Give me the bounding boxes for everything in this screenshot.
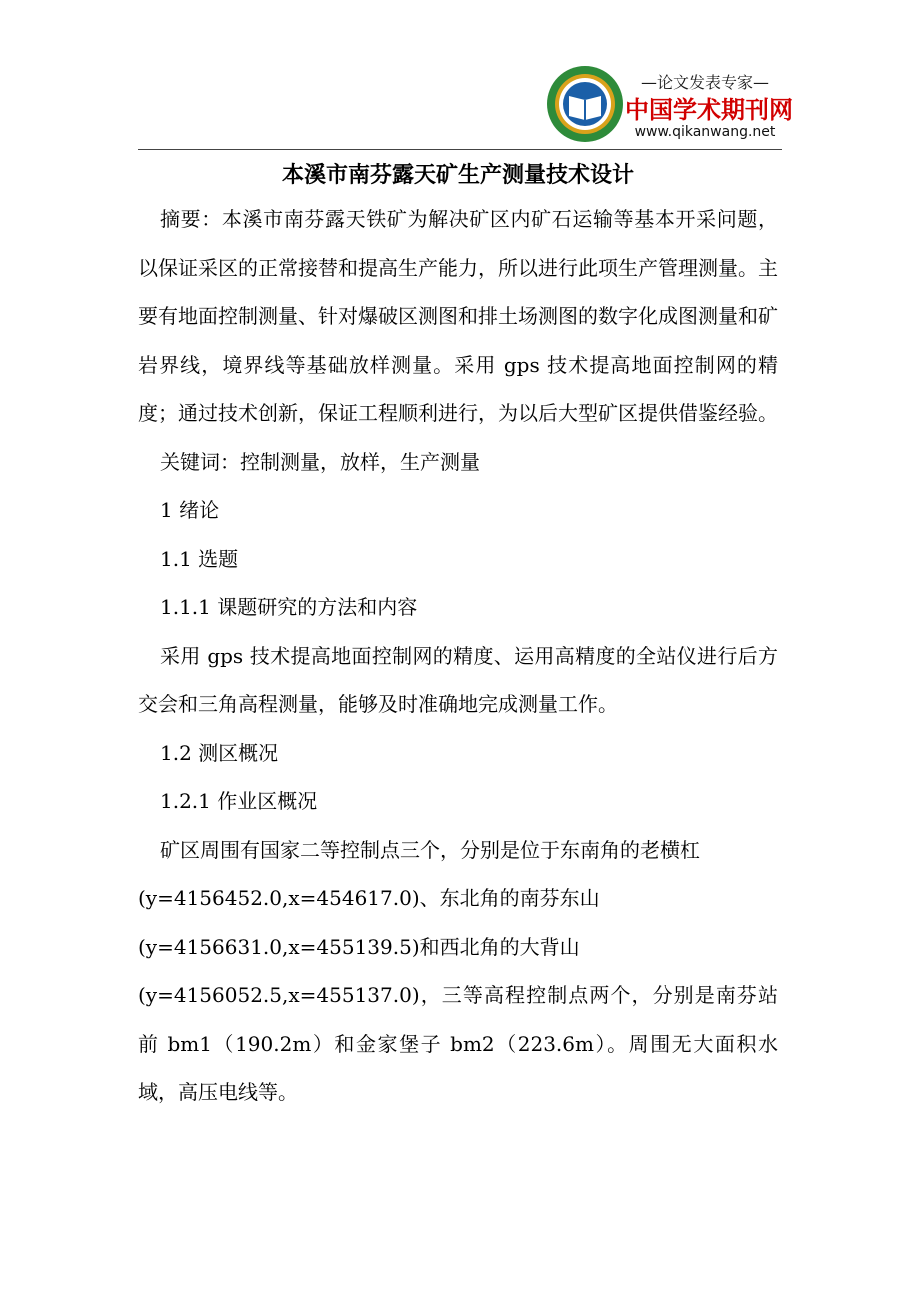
seal-icon: [545, 64, 625, 144]
area-paragraph-rest: (y=4156052.5,x=455137.0)，三等高程控制点两个，分别是南芬站前 bm1（190.2m）和金家堡子 bm2（223.6m）。周围无大面积水域，高压电线等。: [138, 983, 778, 1104]
logo-slogan: —论文发表专家—: [640, 73, 769, 92]
header-divider: [138, 149, 782, 150]
section-heading-1-2-1: 1.2.1 作业区概况: [160, 789, 318, 813]
area-paragraph-line1: 矿区周围有国家二等控制点三个，分别是位于东南角的老横杠: [160, 837, 700, 862]
logo-name: 中国学术期刊网: [625, 96, 793, 124]
area-paragraph-line2: (y=4156452.0,x=454617.0)、东北角的南芬东山: [138, 886, 600, 910]
article-body: [138, 155, 778, 1117]
area-paragraph-line3: (y=4156631.0,x=455139.5)和西北角的大背山: [138, 934, 580, 959]
section-heading-1: 1 绪论: [160, 498, 220, 522]
section-heading-1-1-1: 1.1.1 课题研究的方法和内容: [160, 595, 418, 619]
logo-url[interactable]: www.qikanwang.net: [634, 124, 776, 140]
section-heading-1-2: 1.2 测区概况: [160, 740, 279, 765]
method-paragraph: 采用 gps 技术提高地面控制网的精度、运用高精度的全站仪进行后方交会和三角高程测量，能够及时准确地完成测量工作。: [138, 643, 778, 716]
keywords-line: 关键词：控制测量，放样，生产测量: [160, 449, 480, 474]
section-heading-1-1: 1.1 选题: [160, 546, 239, 571]
document-title: 本溪市南芬露天矿生产测量技术设计: [281, 162, 634, 188]
abstract-paragraph: 摘要：本溪市南芬露天铁矿为解决矿区内矿石运输等基本开采问题，以保证采区的正常接替和提高生产能力，所以进行此项生产管理测量。主要有地面控制测量、针对爆破区测图和排土场测图的数字化成图测量和矿岩界线，境界线等基础放样测量。采用 gps 技术提高地面控制网的精度；通过技术创新，保证工程顺利进行，为以后大型矿区提供借鉴经验。: [138, 207, 778, 425]
journal-logo[interactable]: [545, 64, 793, 148]
